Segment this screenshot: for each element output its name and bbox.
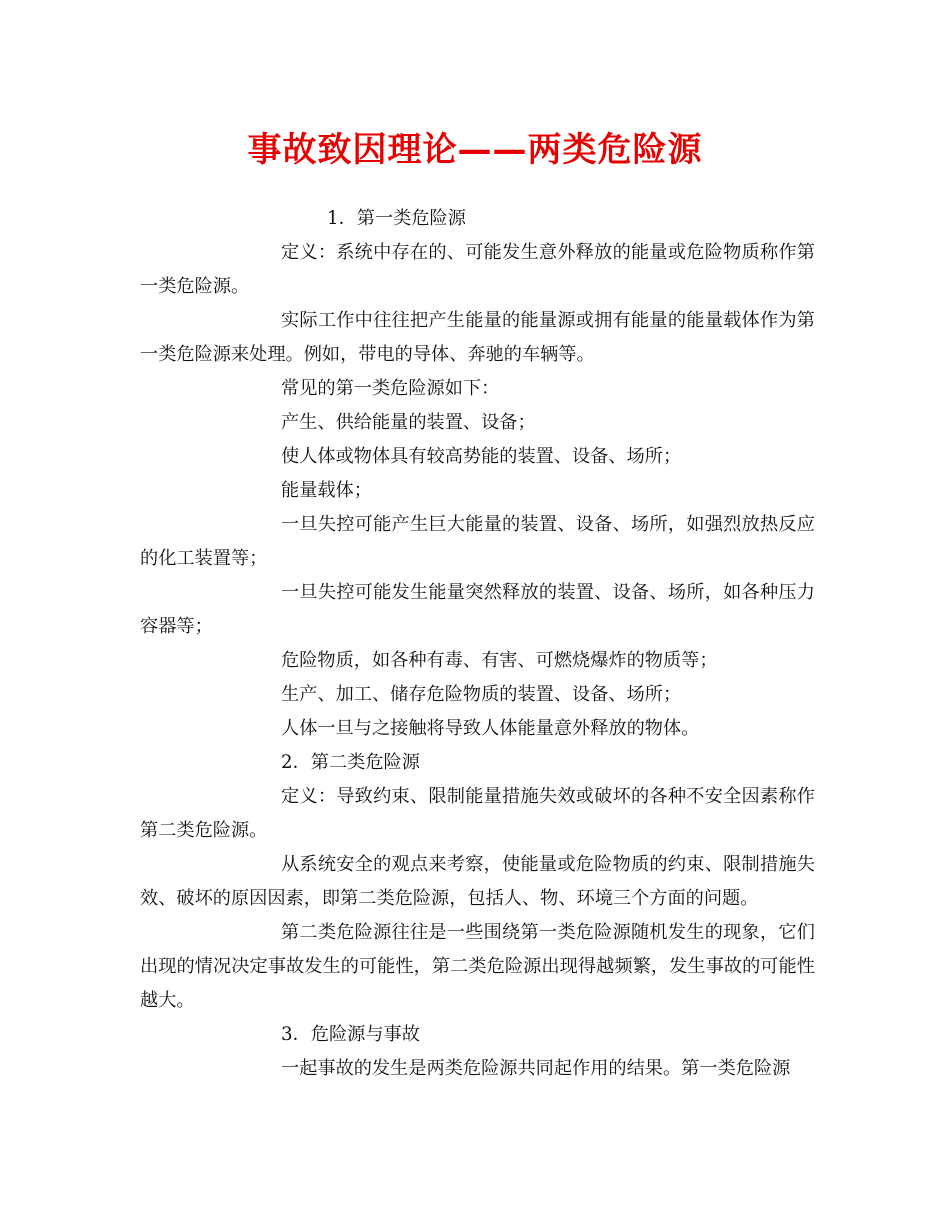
list-item: 一旦失控可能产生巨大能量的装置、设备、场所，如强烈放热反应的化工装置等； xyxy=(140,514,815,569)
paragraph-definition-1: 定义：系统中存在的、可能发生意外释放的能量或危险物质称作第一类危险源。 xyxy=(140,242,815,297)
paragraph: 一起事故的发生是两类危险源共同起作用的结果。第一类危险源 xyxy=(281,1058,791,1079)
list-item: 产生、供给能量的装置、设备； xyxy=(281,412,536,433)
paragraph: 第二类危险源往往是一些围绕第一类危险源随机发生的现象，它们出现的情况决定事故发生的可能性，第二类危险源出现得越频繁，发生事故的可能性越大。 xyxy=(140,922,815,1011)
document-title: 事故致因理论——两类危险源 xyxy=(247,130,703,170)
list-item: 人体一旦与之接触将导致人体能量意外释放的物体。 xyxy=(281,718,700,739)
list-item: 能量载体； xyxy=(281,480,372,501)
paragraph: 实际工作中往往把产生能量的能量源或拥有能量的能量载体作为第一类危险源来处理。例如，带电的导体、奔驰的车辆等。 xyxy=(140,310,815,365)
paragraph-definition-2: 定义：导致约束、限制能量措施失效或破坏的各种不安全因素称作第二类危险源。 xyxy=(140,786,815,841)
paragraph: 从系统安全的观点来考察，使能量或危险物质的约束、限制措施失效、破坏的原因因素，即第二类危险源，包括人、物、环境三个方面的问题。 xyxy=(140,854,815,909)
list-item: 危险物质，如各种有毒、有害、可燃烧爆炸的物质等； xyxy=(281,650,718,671)
list-item: 生产、加工、储存危险物质的装置、设备、场所； xyxy=(281,684,682,705)
section-heading-2: 2．第二类危险源 xyxy=(281,752,420,773)
list-item: 使人体或物体具有较高势能的装置、设备、场所； xyxy=(281,446,682,467)
section-heading-3: 3．危险源与事故 xyxy=(281,1024,420,1045)
document-body xyxy=(140,202,815,1086)
paragraph: 常见的第一类危险源如下： xyxy=(281,378,500,399)
section-heading-1: 1．第一类危险源 xyxy=(327,208,466,229)
list-item: 一旦失控可能发生能量突然释放的装置、设备、场所，如各种压力容器等； xyxy=(140,582,815,637)
